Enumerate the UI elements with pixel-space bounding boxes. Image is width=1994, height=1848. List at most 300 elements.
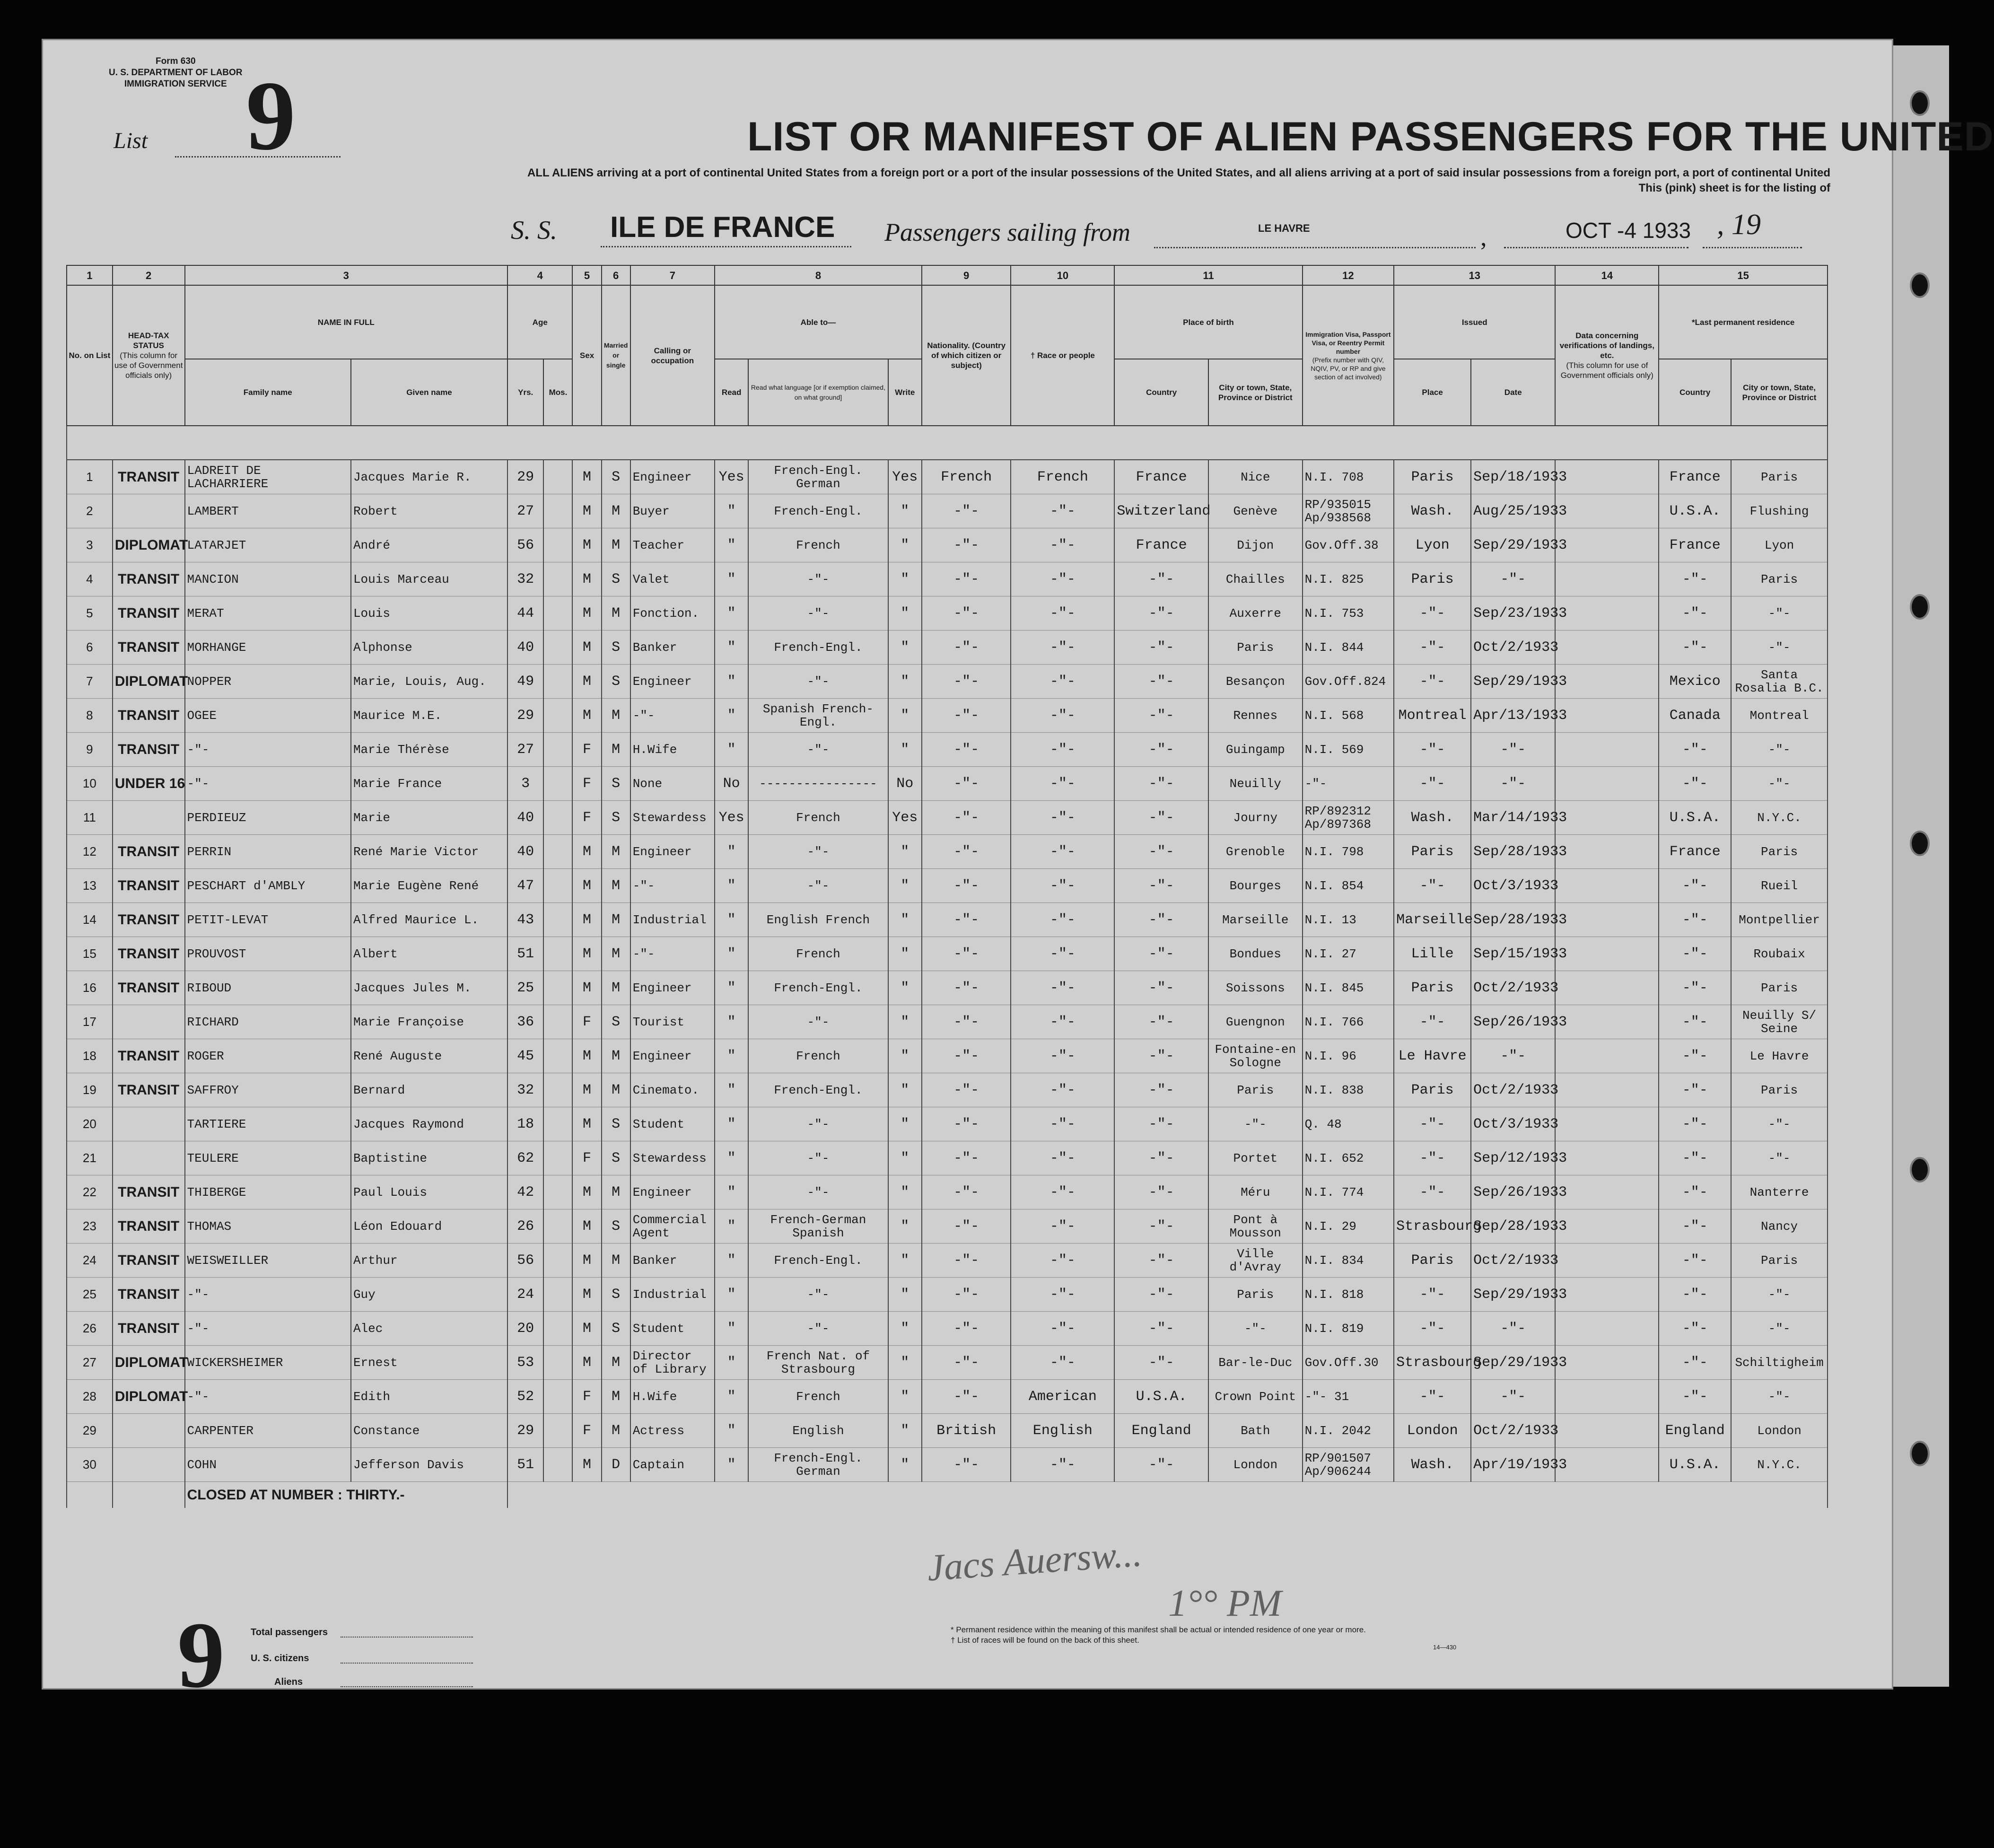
nationality: -"- bbox=[922, 835, 1011, 869]
occupation: Actress bbox=[630, 1414, 715, 1448]
landing-data bbox=[1555, 1141, 1659, 1175]
sex: M bbox=[572, 494, 601, 528]
given-name: Baptistine bbox=[351, 1141, 507, 1175]
sex: M bbox=[572, 1073, 601, 1107]
given-name: Marie, Louis, Aug. bbox=[351, 665, 507, 699]
head-tax-status: TRANSIT bbox=[113, 733, 185, 767]
age-years: 20 bbox=[507, 1312, 543, 1346]
race: -"- bbox=[1011, 1073, 1114, 1107]
birth-city: -"- bbox=[1208, 1312, 1303, 1346]
age-years: 27 bbox=[507, 494, 543, 528]
issued-place: -"- bbox=[1394, 869, 1471, 903]
residence-country: U.S.A. bbox=[1659, 494, 1731, 528]
can-read: " bbox=[715, 699, 748, 733]
can-read: " bbox=[715, 1380, 748, 1414]
given-name: René Marie Victor bbox=[351, 835, 507, 869]
birth-city: Bath bbox=[1208, 1414, 1303, 1448]
race: -"- bbox=[1011, 835, 1114, 869]
issued-place: -"- bbox=[1394, 1141, 1471, 1175]
landing-data bbox=[1555, 767, 1659, 801]
residence-city: Schiltigheim bbox=[1731, 1346, 1828, 1380]
passenger-row bbox=[67, 1448, 1828, 1482]
row-number: 7 bbox=[67, 665, 113, 699]
race: -"- bbox=[1011, 1039, 1114, 1073]
family-name: ROGER bbox=[185, 1039, 351, 1073]
header-landings: Data concerning verifications of landings, etc. (This column for use of Government officials only) bbox=[1555, 285, 1659, 426]
residence-country: -"- bbox=[1659, 1073, 1731, 1107]
visa-number: RP/935015 Ap/938568 bbox=[1303, 494, 1394, 528]
race: -"- bbox=[1011, 971, 1114, 1005]
residence-city: Flushing bbox=[1731, 494, 1828, 528]
given-name: Guy bbox=[351, 1278, 507, 1312]
visa-number: RP/892312 Ap/897368 bbox=[1303, 801, 1394, 835]
residence-city: Paris bbox=[1731, 562, 1828, 596]
read-language: French-Engl. bbox=[748, 494, 888, 528]
passenger-row bbox=[67, 835, 1828, 869]
can-write: Yes bbox=[888, 460, 922, 494]
can-read: " bbox=[715, 971, 748, 1005]
family-name: MERAT bbox=[185, 596, 351, 631]
landing-data bbox=[1555, 1312, 1659, 1346]
can-read: " bbox=[715, 1209, 748, 1244]
marital-status: S bbox=[602, 1209, 630, 1244]
ship-name: ILE DE FRANCE bbox=[610, 211, 835, 244]
issued-place: -"- bbox=[1394, 733, 1471, 767]
row-number: 6 bbox=[67, 631, 113, 665]
issued-date: Mar/14/1933 bbox=[1471, 801, 1555, 835]
age-months bbox=[543, 937, 572, 971]
occupation: Banker bbox=[630, 1244, 715, 1278]
can-read: " bbox=[715, 665, 748, 699]
age-months bbox=[543, 1244, 572, 1278]
race: -"- bbox=[1011, 1312, 1114, 1346]
family-name: -"- bbox=[185, 1312, 351, 1346]
nationality: -"- bbox=[922, 903, 1011, 937]
nationality: -"- bbox=[922, 494, 1011, 528]
header-issued-date: Date bbox=[1471, 359, 1555, 426]
head-tax-status bbox=[113, 1414, 185, 1448]
us-citizens-label: U. S. citizens bbox=[251, 1653, 309, 1664]
visa-number: N.I. 854 bbox=[1303, 869, 1394, 903]
passenger-row bbox=[67, 1107, 1828, 1141]
age-months bbox=[543, 1414, 572, 1448]
landing-data bbox=[1555, 971, 1659, 1005]
family-name: TEULERE bbox=[185, 1141, 351, 1175]
can-read: " bbox=[715, 1448, 748, 1482]
row-number: 19 bbox=[67, 1073, 113, 1107]
age-years: 18 bbox=[507, 1107, 543, 1141]
given-name: Louis bbox=[351, 596, 507, 631]
birth-country: -"- bbox=[1114, 1107, 1208, 1141]
age-years: 32 bbox=[507, 1073, 543, 1107]
marital-status: M bbox=[602, 733, 630, 767]
can-write: " bbox=[888, 562, 922, 596]
nationality: -"- bbox=[922, 528, 1011, 562]
birth-country: -"- bbox=[1114, 869, 1208, 903]
race: -"- bbox=[1011, 937, 1114, 971]
can-write: " bbox=[888, 528, 922, 562]
landing-data bbox=[1555, 1380, 1659, 1414]
passenger-row bbox=[67, 528, 1828, 562]
residence-country: U.S.A. bbox=[1659, 1448, 1731, 1482]
manifest-table bbox=[66, 265, 1828, 1508]
issued-date: Sep/12/1933 bbox=[1471, 1141, 1555, 1175]
read-language: -"- bbox=[748, 1278, 888, 1312]
age-years: 32 bbox=[507, 562, 543, 596]
footnote-races: † List of races will be found on the back of this sheet. bbox=[951, 1636, 1139, 1645]
sex: M bbox=[572, 1209, 601, 1244]
sex: M bbox=[572, 1346, 601, 1380]
birth-city: Paris bbox=[1208, 1073, 1303, 1107]
issued-date: Sep/26/1933 bbox=[1471, 1005, 1555, 1039]
issued-date: Sep/18/1933 bbox=[1471, 460, 1555, 494]
page-title: LIST OR MANIFEST OF ALIEN PASSENGERS FOR THE UNITED bbox=[747, 114, 1994, 159]
head-tax-status: TRANSIT bbox=[113, 1278, 185, 1312]
row-number: 11 bbox=[67, 801, 113, 835]
occupation: Teacher bbox=[630, 528, 715, 562]
race: -"- bbox=[1011, 801, 1114, 835]
marital-status: M bbox=[602, 528, 630, 562]
marital-status: M bbox=[602, 699, 630, 733]
passenger-row bbox=[67, 903, 1828, 937]
residence-country: -"- bbox=[1659, 1107, 1731, 1141]
given-name: Jefferson Davis bbox=[351, 1448, 507, 1482]
row-number: 30 bbox=[67, 1448, 113, 1482]
issued-place: Le Havre bbox=[1394, 1039, 1471, 1073]
visa-number: N.I. 766 bbox=[1303, 1005, 1394, 1039]
read-language: -"- bbox=[748, 1005, 888, 1039]
marital-status: S bbox=[602, 1312, 630, 1346]
port-line bbox=[1154, 247, 1476, 248]
read-language: Spanish French-Engl. bbox=[748, 699, 888, 733]
given-name: Alfred Maurice L. bbox=[351, 903, 507, 937]
family-name: WICKERSHEIMER bbox=[185, 1346, 351, 1380]
passenger-row bbox=[67, 1209, 1828, 1244]
age-years: 56 bbox=[507, 1244, 543, 1278]
age-months bbox=[543, 835, 572, 869]
can-write: " bbox=[888, 1107, 922, 1141]
nationality: -"- bbox=[922, 1175, 1011, 1209]
passenger-row bbox=[67, 1175, 1828, 1209]
birth-country: -"- bbox=[1114, 1346, 1208, 1380]
age-years: 51 bbox=[507, 1448, 543, 1482]
given-name: Jacques Raymond bbox=[351, 1107, 507, 1141]
visa-number: N.I. 708 bbox=[1303, 460, 1394, 494]
issued-place: Wash. bbox=[1394, 1448, 1471, 1482]
occupation: Fonction. bbox=[630, 596, 715, 631]
age-months bbox=[543, 1141, 572, 1175]
passenger-row bbox=[67, 1346, 1828, 1380]
head-tax-status: TRANSIT bbox=[113, 971, 185, 1005]
occupation: Director of Library bbox=[630, 1346, 715, 1380]
head-tax-status: DIPLOMAT bbox=[113, 665, 185, 699]
can-read: Yes bbox=[715, 460, 748, 494]
visa-number: N.I. 13 bbox=[1303, 903, 1394, 937]
sex: F bbox=[572, 1005, 601, 1039]
issued-date: Oct/2/1933 bbox=[1471, 971, 1555, 1005]
row-number: 24 bbox=[67, 1244, 113, 1278]
header-head-tax: HEAD-TAX STATUS (This column for use of Government officials only) bbox=[113, 285, 185, 426]
issued-date: Oct/2/1933 bbox=[1471, 1414, 1555, 1448]
can-write: " bbox=[888, 1005, 922, 1039]
birth-country: -"- bbox=[1114, 562, 1208, 596]
age-months bbox=[543, 528, 572, 562]
race: -"- bbox=[1011, 596, 1114, 631]
race: -"- bbox=[1011, 1141, 1114, 1175]
read-language: English French bbox=[748, 903, 888, 937]
residence-country: France bbox=[1659, 528, 1731, 562]
visa-number: N.I. 652 bbox=[1303, 1141, 1394, 1175]
head-tax-status: TRANSIT bbox=[113, 1175, 185, 1209]
closed-row bbox=[67, 1482, 1828, 1508]
issued-place: Marseille bbox=[1394, 903, 1471, 937]
age-months bbox=[543, 903, 572, 937]
marital-status: S bbox=[602, 631, 630, 665]
landing-data bbox=[1555, 1073, 1659, 1107]
marital-status: S bbox=[602, 1278, 630, 1312]
head-tax-status bbox=[113, 1141, 185, 1175]
birth-city: Guingamp bbox=[1208, 733, 1303, 767]
issued-date: Sep/29/1933 bbox=[1471, 528, 1555, 562]
race: -"- bbox=[1011, 767, 1114, 801]
can-read: " bbox=[715, 1073, 748, 1107]
marital-status: M bbox=[602, 903, 630, 937]
occupation: -"- bbox=[630, 699, 715, 733]
age-months bbox=[543, 1039, 572, 1073]
birth-city: Bourges bbox=[1208, 869, 1303, 903]
family-name: -"- bbox=[185, 1380, 351, 1414]
issued-date: Sep/29/1933 bbox=[1471, 1346, 1555, 1380]
residence-city: -"- bbox=[1731, 1380, 1828, 1414]
residence-city: N.Y.C. bbox=[1731, 1448, 1828, 1482]
birth-country: -"- bbox=[1114, 801, 1208, 835]
residence-city: -"- bbox=[1731, 1278, 1828, 1312]
race: -"- bbox=[1011, 1278, 1114, 1312]
family-name: LADREIT DE LACHARRIERE bbox=[185, 460, 351, 494]
subtitle-line-1: ALL ALIENS arriving at a port of continental United States from a foreign port or a port of the insular possessions of the United States, and all aliens arriving at a port of said insular possessions from a foreign port, a port of continental United bbox=[527, 166, 1830, 179]
can-write: " bbox=[888, 869, 922, 903]
can-read: " bbox=[715, 528, 748, 562]
nationality: -"- bbox=[922, 869, 1011, 903]
residence-city: Paris bbox=[1731, 1244, 1828, 1278]
head-tax-status bbox=[113, 1005, 185, 1039]
landing-data bbox=[1555, 631, 1659, 665]
occupation: Stewardess bbox=[630, 801, 715, 835]
can-write: " bbox=[888, 1414, 922, 1448]
birth-country: -"- bbox=[1114, 835, 1208, 869]
landing-data bbox=[1555, 1448, 1659, 1482]
can-read: " bbox=[715, 937, 748, 971]
nationality: -"- bbox=[922, 631, 1011, 665]
occupation: Buyer bbox=[630, 494, 715, 528]
residence-city: London bbox=[1731, 1414, 1828, 1448]
passenger-row bbox=[67, 767, 1828, 801]
marital-status: M bbox=[602, 1346, 630, 1380]
sex: M bbox=[572, 1039, 601, 1073]
race: -"- bbox=[1011, 1005, 1114, 1039]
residence-country: -"- bbox=[1659, 903, 1731, 937]
read-language: -"- bbox=[748, 1312, 888, 1346]
row-number: 15 bbox=[67, 937, 113, 971]
occupation: Engineer bbox=[630, 460, 715, 494]
head-tax-status: TRANSIT bbox=[113, 596, 185, 631]
residence-country: -"- bbox=[1659, 596, 1731, 631]
birth-country: -"- bbox=[1114, 665, 1208, 699]
issued-date: Sep/28/1933 bbox=[1471, 835, 1555, 869]
can-write: " bbox=[888, 596, 922, 631]
nationality: British bbox=[922, 1414, 1011, 1448]
header-last-residence: *Last permanent residence bbox=[1659, 285, 1828, 359]
given-name: Léon Edouard bbox=[351, 1209, 507, 1244]
residence-city: -"- bbox=[1731, 1107, 1828, 1141]
birth-city: Journy bbox=[1208, 801, 1303, 835]
can-write: " bbox=[888, 1380, 922, 1414]
occupation: Engineer bbox=[630, 835, 715, 869]
landing-data bbox=[1555, 699, 1659, 733]
visa-number: N.I. 825 bbox=[1303, 562, 1394, 596]
can-write: " bbox=[888, 1175, 922, 1209]
row-number: 9 bbox=[67, 733, 113, 767]
residence-country: -"- bbox=[1659, 1039, 1731, 1073]
birth-city: Besançon bbox=[1208, 665, 1303, 699]
read-language: English bbox=[748, 1414, 888, 1448]
form-header bbox=[109, 56, 243, 90]
birth-country: England bbox=[1114, 1414, 1208, 1448]
issued-date: Sep/28/1933 bbox=[1471, 903, 1555, 937]
passenger-row bbox=[67, 937, 1828, 971]
total-passengers-label: Total passengers bbox=[251, 1627, 328, 1638]
birth-country: -"- bbox=[1114, 937, 1208, 971]
residence-city: Roubaix bbox=[1731, 937, 1828, 971]
residence-city: Lyon bbox=[1731, 528, 1828, 562]
passenger-row bbox=[67, 801, 1828, 835]
given-name: Paul Louis bbox=[351, 1175, 507, 1209]
col-num: 12 bbox=[1303, 265, 1394, 285]
residence-country: -"- bbox=[1659, 1312, 1731, 1346]
issued-date: Oct/3/1933 bbox=[1471, 869, 1555, 903]
department-label: U. S. DEPARTMENT OF LABOR bbox=[109, 68, 243, 78]
marital-status: S bbox=[602, 1141, 630, 1175]
age-years: 40 bbox=[507, 835, 543, 869]
can-read: " bbox=[715, 1175, 748, 1209]
issued-place: -"- bbox=[1394, 631, 1471, 665]
age-months bbox=[543, 1005, 572, 1039]
can-write: " bbox=[888, 631, 922, 665]
occupation: None bbox=[630, 767, 715, 801]
birth-country: U.S.A. bbox=[1114, 1380, 1208, 1414]
age-months bbox=[543, 494, 572, 528]
family-name: PETIT-LEVAT bbox=[185, 903, 351, 937]
given-name: Constance bbox=[351, 1414, 507, 1448]
occupation: Banker bbox=[630, 631, 715, 665]
landing-data bbox=[1555, 1107, 1659, 1141]
residence-city: Nanterre bbox=[1731, 1175, 1828, 1209]
residence-country: Mexico bbox=[1659, 665, 1731, 699]
issued-date: Sep/29/1933 bbox=[1471, 1278, 1555, 1312]
residence-city: -"- bbox=[1731, 733, 1828, 767]
can-read: " bbox=[715, 869, 748, 903]
col-num: 3 bbox=[185, 265, 507, 285]
can-read: " bbox=[715, 1005, 748, 1039]
header-yrs: Yrs. bbox=[507, 359, 543, 426]
nationality: -"- bbox=[922, 1312, 1011, 1346]
occupation: Captain bbox=[630, 1448, 715, 1482]
birth-city: Chailles bbox=[1208, 562, 1303, 596]
landing-data bbox=[1555, 835, 1659, 869]
list-label: List bbox=[114, 128, 148, 153]
residence-country: -"- bbox=[1659, 1209, 1731, 1244]
visa-number: N.I. 834 bbox=[1303, 1244, 1394, 1278]
col-num: 11 bbox=[1114, 265, 1302, 285]
can-write: " bbox=[888, 1209, 922, 1244]
head-tax-status: TRANSIT bbox=[113, 1039, 185, 1073]
marital-status: M bbox=[602, 494, 630, 528]
residence-country: -"- bbox=[1659, 767, 1731, 801]
nationality: -"- bbox=[922, 562, 1011, 596]
read-language: French-Engl. German bbox=[748, 1448, 888, 1482]
read-language: French-Engl. bbox=[748, 631, 888, 665]
race: -"- bbox=[1011, 528, 1114, 562]
issued-date: Oct/2/1933 bbox=[1471, 1244, 1555, 1278]
visa-number: Q. 48 bbox=[1303, 1107, 1394, 1141]
given-name: Louis Marceau bbox=[351, 562, 507, 596]
marital-status: S bbox=[602, 1005, 630, 1039]
age-years: 49 bbox=[507, 665, 543, 699]
binder-hole bbox=[1910, 831, 1930, 856]
col-num: 4 bbox=[507, 265, 573, 285]
can-write: " bbox=[888, 1141, 922, 1175]
passenger-row bbox=[67, 1141, 1828, 1175]
given-name: Jacques Marie R. bbox=[351, 460, 507, 494]
col-num: 13 bbox=[1394, 265, 1555, 285]
total-passengers-line bbox=[341, 1637, 473, 1638]
col-num: 1 bbox=[67, 265, 113, 285]
age-months bbox=[543, 1107, 572, 1141]
residence-city: Rueil bbox=[1731, 869, 1828, 903]
head-tax-status: TRANSIT bbox=[113, 1209, 185, 1244]
marital-status: M bbox=[602, 1414, 630, 1448]
head-tax-status bbox=[113, 801, 185, 835]
head-tax-status: DIPLOMAT bbox=[113, 1346, 185, 1380]
occupation: Industrial bbox=[630, 1278, 715, 1312]
col-num: 8 bbox=[715, 265, 922, 285]
birth-city: Crown Point bbox=[1208, 1380, 1303, 1414]
residence-country: -"- bbox=[1659, 1175, 1731, 1209]
row-number: 3 bbox=[67, 528, 113, 562]
issued-place: Lille bbox=[1394, 937, 1471, 971]
can-write: No bbox=[888, 767, 922, 801]
visa-number: -"- bbox=[1303, 767, 1394, 801]
age-months bbox=[543, 1346, 572, 1380]
occupation: H.Wife bbox=[630, 733, 715, 767]
birth-country: -"- bbox=[1114, 631, 1208, 665]
visa-number: RP/901507 Ap/906244 bbox=[1303, 1448, 1394, 1482]
issued-place: Paris bbox=[1394, 971, 1471, 1005]
race: -"- bbox=[1011, 869, 1114, 903]
read-language: French-Engl. bbox=[748, 1073, 888, 1107]
sex: M bbox=[572, 596, 601, 631]
issued-place: Wash. bbox=[1394, 494, 1471, 528]
issued-date: -"- bbox=[1471, 767, 1555, 801]
col-num: 5 bbox=[572, 265, 601, 285]
sex: M bbox=[572, 971, 601, 1005]
landing-data bbox=[1555, 801, 1659, 835]
landing-data bbox=[1555, 1005, 1659, 1039]
nationality: -"- bbox=[922, 937, 1011, 971]
row-number: 14 bbox=[67, 903, 113, 937]
header-sex: Sex bbox=[572, 285, 601, 426]
issued-place: -"- bbox=[1394, 1278, 1471, 1312]
